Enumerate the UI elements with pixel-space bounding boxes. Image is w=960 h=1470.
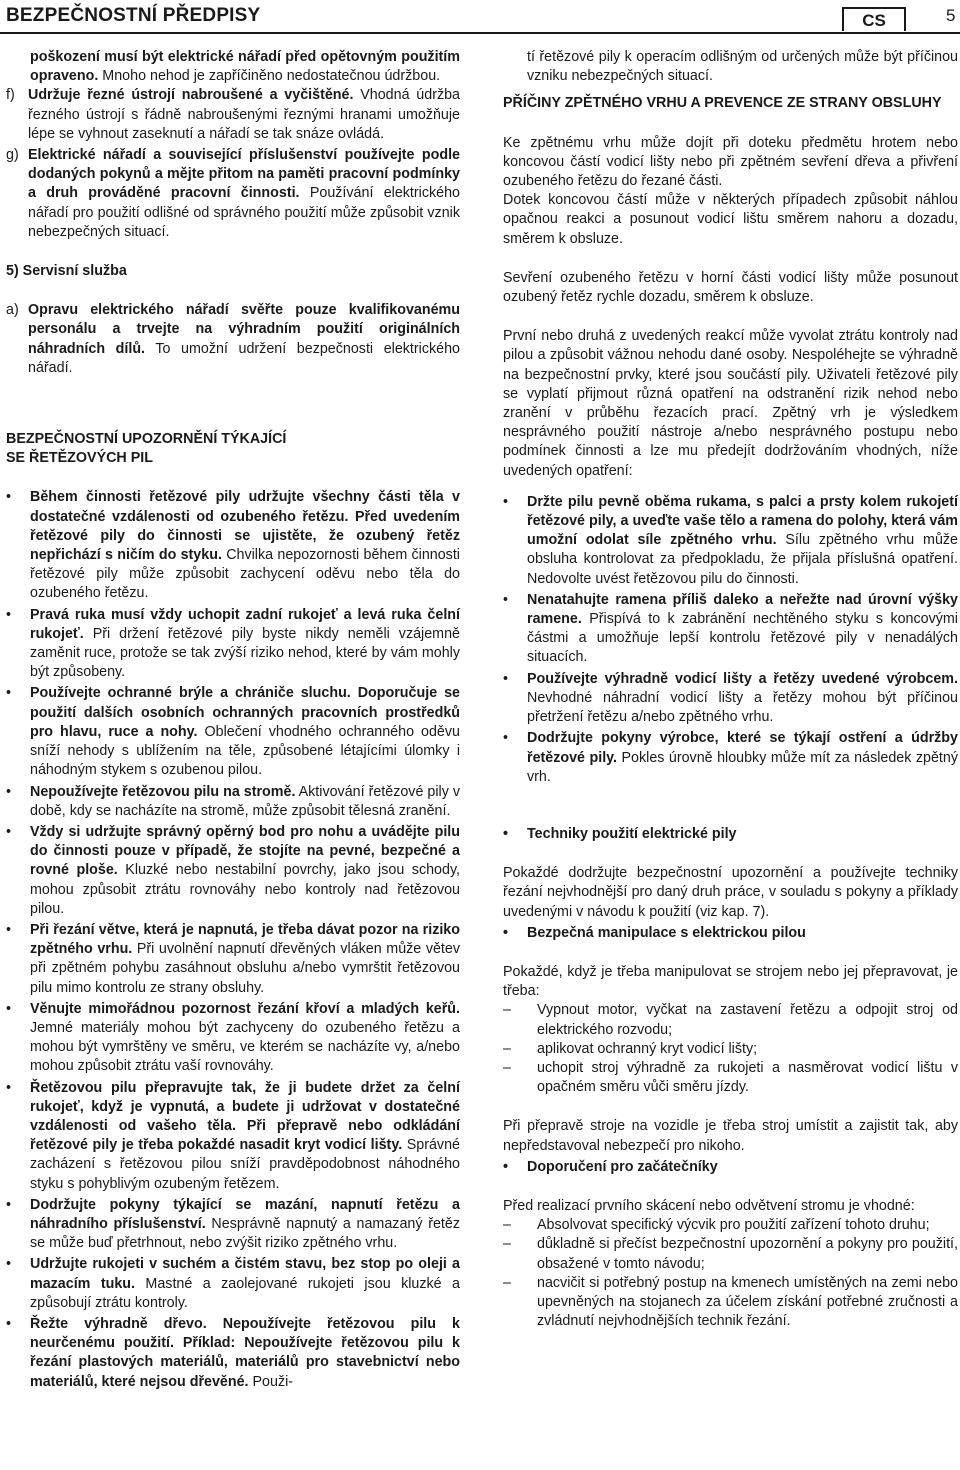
rule-a: a) Opravu elektrického nářadí svěřte pouze kvalifikovanému personálu a trvejte na výhradním použití originálních náhradních dílů. To umožní udržení bezpečnosti elektrického nářadí. — [6, 302, 460, 376]
beginner-paragraph: Před realizací prvního skácení nebo odvětvení stromu je vhodné: — [503, 1197, 915, 1214]
list-item: • Věnujte mimořádnou pozornost řezání křoví a mladých keřů. Jemné materiály mohou být zachyceny do ozubeného řetězu a mohou být vymrštěny ve směru, ve kterém se nacházíte vy, a/nebo mohou způsobit ztrátu vaší rovnováhy. — [6, 1000, 460, 1077]
list-item: – aplikovat ochranný kryt vodicí lišty; — [503, 1040, 958, 1059]
list-item: • Dodržujte pokyny týkající se mazání, napnutí řetězu a náhradního příslušenství. Nesprávně napnutý a namazaný řetěz se může buď přetrhnout, nebo zvýšit riziko zpětného vrhu. — [6, 1196, 460, 1254]
rule-g-marker: g) — [6, 147, 19, 164]
list-item: – důkladně si přečíst bezpečnostní upozornění a pokyny pro použití, obsažené v tomto návodu; — [503, 1235, 958, 1273]
list-item: • Nenatahujte ramena příliš daleko a neřežte nad úrovní výšky ramene. Přispívá to k zabránění nechtěného styku s koncovými částmi a umožňuje lepší kontrolu řetězové pily v nenadálých situacích. — [503, 591, 958, 668]
rule-g: g) Elektrické nářadí a související příslušenství používejte podle dodaných pokynů a mějte přitom na paměti pracovní podmínky a druh prováděné pracovní činnosti. Používání elektrického nářadí pro použití odlišné od správného použití může způsobit vznik nebezpečných situací. — [6, 147, 460, 240]
handling-heading: • Bezpečná manipulace s elektrickou pilou — [503, 924, 958, 943]
page-number: 5 — [946, 6, 956, 25]
rule-a-marker: a) — [6, 302, 19, 319]
list-item: • Používejte výhradně vodicí lišty a řetězy uvedené výrobcem. Nevhodné náhradní vodicí lišty a řetězy mohou být příčinou přetržení řetězu a/nebo zpětného vrhu. — [503, 670, 958, 728]
list-item: • Řetězovou pilu přepravujte tak, že ji budete držet za čelní rukojeť, když je vypnutá, a budete ji udržovat v dostatečné vzdálenosti od vašeho těla. Při přepravě nebo odkládání řetězové pily je třeba pokaždé nasadit kryt vodicí lišty. Správné zacházení s řetězovou pilou sníží pravděpodobnost náhodného styku s pohyblivým ozubeným řetězem. — [6, 1079, 460, 1194]
list-item: • Řežte výhradně dřevo. Nepoužívejte řetězovou pilu k neurčenému použití. Příklad: Nepoužívejte řetězovou pilu k řezání plastových materiálů, materiálů pro stavebnictví nebo materiálů, které nejsou dřevěné. Použi- — [6, 1315, 460, 1392]
list-item: – nacvičit si potřebný postup na kmenech umístěných na zemi nebo upevněných na stojanech za účelem získání potřebné zručnosti a zvládnutí nejvhodnějších technik řezání. — [503, 1274, 958, 1332]
intro-paragraph: poškození musí být elektrické nářadí před opětovným použitím opraveno. Mnoho nehod je zapříčiněno nedostatečnou údržbou. — [30, 49, 460, 85]
page-header — [0, 0, 960, 34]
beginner-heading: • Doporučení pro začátečníky — [503, 1158, 958, 1177]
chainsaw-warnings-list — [6, 488, 460, 1391]
list-item: • Udržujte rukojeti v suchém a čistém stavu, bez stop po oleji a mazacím tuku. Mastné a zaolejované rukojeti jsou kluzké a způsobují ztrátu kontroly. — [6, 1255, 460, 1313]
kickback-paragraph-1: Ke zpětnému vrhu může dojít při doteku předmětu hrotem nebo koncovou částí vodicí lišty nebo při zpětném sevření dřeva a přivření ozubeného řetězu do řezané části. Dotek koncovou částí může v některých případech způsobit náhlou opačnou reakci a posunout vodicí lištu směrem nahoru a dozadu, směrem k obsluze. — [503, 134, 958, 247]
list-item: • Při řezání větve, která je napnutá, je třeba dávat pozor na riziko zpětného vrhu. Při uvolnění napnutí dřevěných vláken může větev při zpětném pohybu zasáhnout obsluhu a/nebo vymrštit řetězovou pilu mimo kontrolu ze strany obsluhy. — [6, 921, 460, 998]
list-item: – Vypnout motor, vyčkat na zastavení řetězu a odpojit stroj od elektrického rozvodu; — [503, 1001, 958, 1039]
page-title: BEZPEČNOSTNÍ PŘEDPISY — [6, 5, 261, 26]
beginner-list — [503, 1216, 958, 1331]
kickback-heading: PŘÍČINY ZPĚTNÉHO VRHU A PREVENCE ZE STRANY OBSLUHY — [503, 95, 942, 112]
kickback-prevention-list — [503, 493, 958, 787]
list-item: • Používejte ochranné brýle a chrániče sluchu. Doporučuje se použití dalších osobních ochranných pracovních prostředků pro hlavu, ruce a nohy. Oblečení vhodného ochranného oděvu sníží nehody s ublížením na těle, způsobené létajícími úlomky i náhodným stykem s ozubenou pilou. — [6, 684, 460, 780]
list-item: • Držte pilu pevně oběma rukama, s palci a prsty kolem rukojetí řetězové pily, a uveďte vaše tělo a ramena do polohy, která vám umožní odolat síle zpětného vrhu. Sílu zpětného vrhu může obsluha kontrolovat za předpokladu, že přijala příslušná opatření. Nedovolte uvést řetězovou pilu do činnosti. — [503, 493, 958, 589]
list-item: • Dodržujte pokyny výrobce, které se týkají ostření a údržby řetězové pily. Pokles úrovně hloubky může mít za následek zpětný vrh. — [503, 729, 958, 787]
warnings-heading: BEZPEČNOSTNÍ UPOZORNĚNÍ TÝKAJÍCÍ SE ŘETĚZOVÝCH PIL — [6, 431, 287, 467]
rule-f: f) Udržuje řezné ústrojí nabroušené a vyčištěné. Vhodná údržba řezného ústrojí s řádně nabroušenými řeznými hranami umožňuje lépe se vyhnout zaseknutí a nářadí se tak snáze ovládá. — [6, 87, 461, 142]
continuation-paragraph: tí řetězové pily k operacím odlišným od určených může být příčinou vzniku nebezpečných situací. — [527, 49, 958, 85]
service-heading: 5) Servisní služba — [6, 263, 127, 280]
rule-f-marker: f) — [6, 87, 15, 104]
list-item: – uchopit stroj výhradně za rukojeti a nasměrovat vodicí lištu v opačném směru vůči směru jízdy. — [503, 1059, 958, 1097]
list-item: • Nepoužívejte řetězovou pilu na stromě. Aktivování řetězové pily v době, kdy se nacházíte na stromě, může způsobit tělesná zranění. — [6, 783, 460, 821]
list-item: • Pravá ruka musí vždy uchopit zadní rukojeť a levá ruka čelní rukojeť. Při držení řetězové pily byste nikdy neměli vzájemně zaměnit ruce, protože se tak zvýší riziko nehod, které by vám mohly být způsobeny. — [6, 606, 460, 683]
kickback-paragraph-3: První nebo druhá z uvedených reakcí může vyvolat ztrátu kontroly nad pilou a způsobit vážnou nehodu dané osoby. Nespoléhejte se výhradně na bezpečnostní prvky, které jsou součástí pily. Uživateli řetězové pily se vyplatí přijmout různá opatření na odstranění rizik nehod nebo zranění v průběhu řezacích prací. Zpětný vrh je výsledkem nesprávného použití nástroje a/nebo nesprávného postupu nebo podmínek činnosti a lze mu předejít dodržováním vhodných, níže uvedených opatření: — [503, 328, 958, 479]
kickback-paragraph-2: Sevření ozubeného řetězu v horní části vodicí lišty může posunout ozubený řetěz rychle dozadu, směrem k obsluze. — [503, 269, 958, 306]
list-item: • Během činnosti řetězové pily udržujte všechny části těla v dostatečné vzdálenosti od ozubeného řetězu. Před uvedením řetězové pily do činnosti se ujistěte, že ozubený řetěz nepřichází s ničím do styku. Chvilka nepozornosti během činnosti řetězové pily může způsobit zachycení oděvu nebo těla do ozubeného řetězu. — [6, 488, 460, 603]
right-column — [503, 48, 958, 1331]
left-column — [6, 48, 460, 1392]
tech-paragraph: Pokaždé dodržujte bezpečnostní upozornění a používejte techniky řezání nejvhodnější pro daný druh práce, v souladu s pokyny a příklady uvedenými v návodu k použití (viz kap. 7). — [503, 865, 958, 920]
list-item: – Absolvovat specifický výcvik pro použití zařízení tohoto druhu; — [503, 1216, 958, 1235]
list-item: • Vždy si udržujte správný opěrný bod pro nohu a uvádějte pilu do činnosti pouze v případě, že stojíte na pevné, bezpečné a rovné ploše. Kluzké nebo nestabilní povrchy, jako jsou schody, mohou způsobit ztrátu rovnováhy nebo kontroly nad řetězovou pilou. — [6, 823, 460, 919]
language-badge: CS — [842, 7, 906, 31]
transport-paragraph: Při přepravě stroje na vozidle je třeba stroj umístit a zajistit tak, aby nepředstavoval nebezpečí pro nikoho. — [503, 1118, 958, 1154]
handling-list — [503, 1001, 958, 1097]
handling-paragraph: Pokaždé, když je třeba manipulovat se strojem nebo jej přepravovat, je třeba: — [503, 963, 958, 1000]
tech-heading: • Techniky použití elektrické pily — [503, 825, 958, 844]
